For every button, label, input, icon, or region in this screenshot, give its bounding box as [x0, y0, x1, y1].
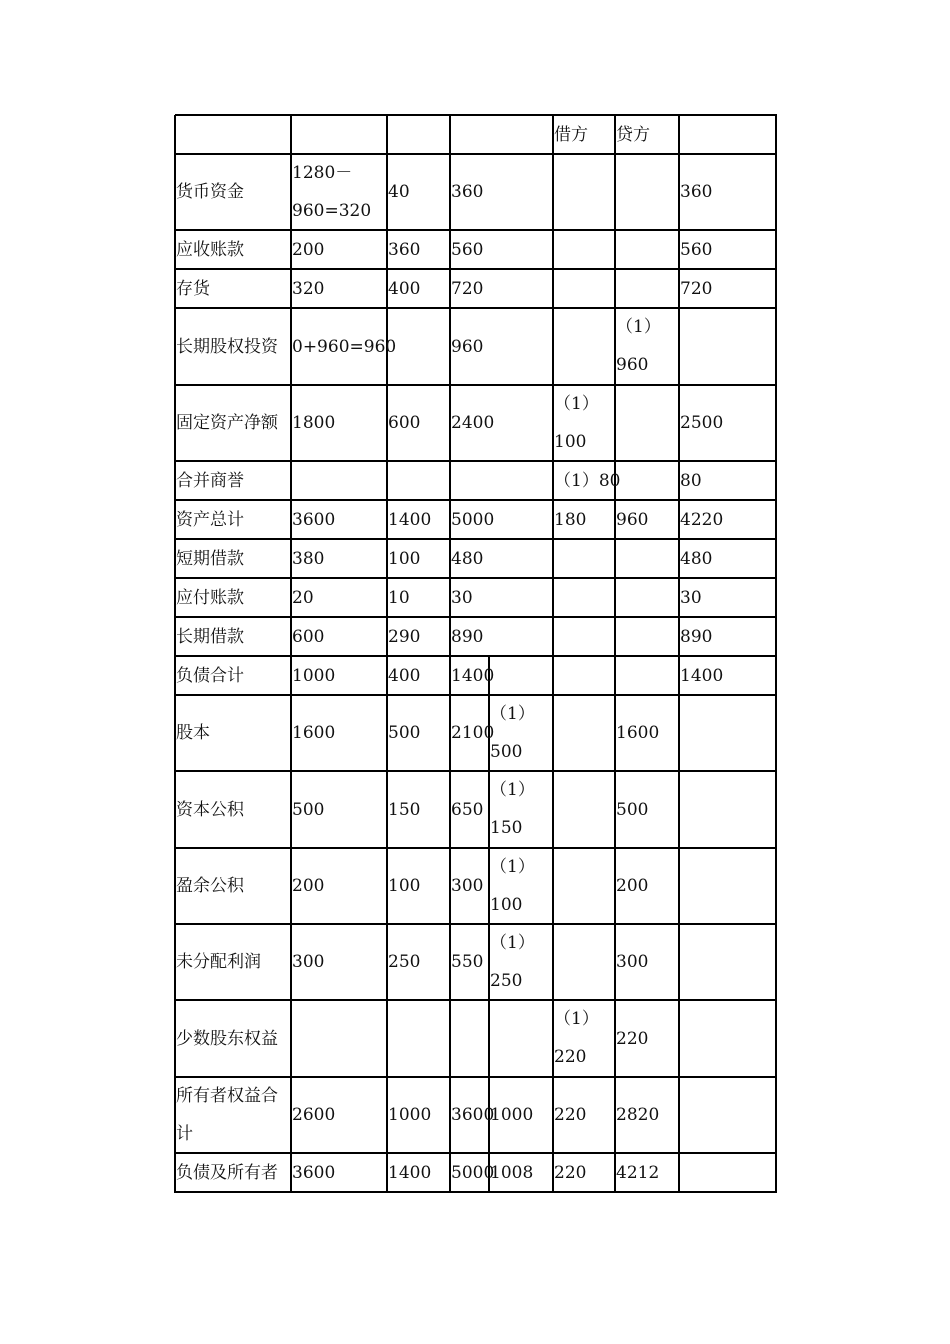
cell-credit: 2820 [616, 1105, 660, 1125]
cell-parent: 300 [292, 952, 325, 972]
cell-credit: （1） 960 [616, 317, 661, 375]
row-label: 长期借款 [176, 626, 244, 647]
cell-consolidated: 560 [680, 239, 713, 260]
cell-subsidiary: 500 [388, 723, 421, 743]
cell-combined: 3600 [451, 1105, 495, 1125]
cell-elim-debit: （1） 500 [490, 704, 535, 762]
row-border [175, 153, 777, 155]
cell-elim-debit: 1000 [490, 1105, 534, 1125]
cell-combined: 720 [451, 278, 484, 299]
cell-consolidated: 2500 [680, 413, 724, 433]
cell-parent: 200 [292, 239, 325, 260]
cell-elim-debit: （1） 250 [490, 933, 535, 991]
cell-debit: 220 [554, 1105, 587, 1125]
cell-parent: 380 [292, 548, 325, 569]
cell-credit: 500 [616, 799, 649, 820]
cell-credit: 1600 [616, 723, 660, 743]
cell-parent: 2600 [292, 1105, 336, 1125]
row-border [175, 114, 777, 116]
cell-credit: 220 [616, 1028, 649, 1049]
cell-parent: 600 [292, 626, 325, 647]
cell-combined: 2400 [451, 413, 495, 433]
row-label: 盈余公积 [176, 876, 244, 896]
row-label: 短期借款 [176, 548, 244, 569]
cell-debit: （1）80 [554, 470, 621, 491]
cell-subsidiary: 10 [388, 587, 410, 608]
cell-subsidiary: 400 [388, 278, 421, 299]
cell-elim-debit: （1） 100 [490, 857, 535, 915]
cell-consolidated: 1400 [680, 665, 724, 686]
row-label: 少数股东权益 [176, 1028, 278, 1049]
cell-subsidiary: 1400 [388, 509, 432, 530]
cell-elim-debit: 1008 [490, 1162, 534, 1183]
cell-credit: 300 [616, 952, 649, 972]
cell-debit: 180 [554, 509, 587, 530]
cell-subsidiary: 1400 [388, 1162, 432, 1183]
cell-combined: 30 [451, 587, 473, 608]
cell-subsidiary: 360 [388, 239, 421, 260]
cell-combined: 2100 [451, 723, 495, 743]
cell-debit: 220 [554, 1162, 587, 1183]
row-label: 长期股权投资 [176, 336, 278, 357]
row-label: 资产总计 [176, 509, 244, 530]
cell-parent: 3600 [292, 509, 336, 530]
row-label: 应付账款 [176, 587, 244, 608]
cell-consolidated: 480 [680, 548, 713, 569]
cell-credit: 4212 [616, 1162, 660, 1183]
row-label: 负债合计 [176, 665, 244, 686]
cell-consolidated: 890 [680, 626, 713, 647]
row-label: 所有者权益合 计 [176, 1086, 278, 1144]
row-label: 未分配利润 [176, 952, 261, 972]
row-label: 负债及所有者 [176, 1162, 278, 1183]
cell-consolidated: 720 [680, 278, 713, 299]
row-border [175, 384, 777, 386]
row-label: 资本公积 [176, 799, 244, 820]
cell-combined: 650 [451, 799, 484, 820]
cell-consolidated: 80 [680, 470, 702, 491]
cell-subsidiary: 100 [388, 876, 421, 896]
row-label: 存货 [176, 278, 210, 299]
cell-subsidiary: 600 [388, 413, 421, 433]
cell-combined: 300 [451, 876, 484, 896]
cell-parent: 3600 [292, 1162, 336, 1183]
row-label: 合并商誉 [176, 470, 244, 491]
cell-combined: 890 [451, 626, 484, 647]
cell-combined: 1400 [451, 665, 495, 686]
cell-credit: 200 [616, 876, 649, 896]
cell-combined: 5000 [451, 1162, 495, 1183]
cell-parent: 1280－ 960=320 [292, 163, 372, 221]
cell-combined: 560 [451, 239, 484, 260]
cell-parent: 0+960=960 [292, 336, 397, 357]
cell-combined: 360 [451, 182, 484, 202]
cell-consolidated: 4220 [680, 509, 724, 530]
cell-parent: 20 [292, 587, 314, 608]
cell-subsidiary: 400 [388, 665, 421, 686]
cell-debit: （1） 100 [554, 394, 599, 452]
column-border [775, 115, 777, 1193]
cell-consolidated: 30 [680, 587, 702, 608]
cell-credit: 960 [616, 509, 649, 530]
cell-subsidiary: 250 [388, 952, 421, 972]
row-label: 应收账款 [176, 239, 244, 260]
cell-parent: 500 [292, 799, 325, 820]
cell-parent: 1600 [292, 723, 336, 743]
cell-debit: （1） 220 [554, 1009, 599, 1067]
cell-combined: 5000 [451, 509, 495, 530]
cell-subsidiary: 100 [388, 548, 421, 569]
cell-combined: 550 [451, 952, 484, 972]
cell-combined: 480 [451, 548, 484, 569]
row-label: 固定资产净额 [176, 413, 278, 433]
cell-parent: 200 [292, 876, 325, 896]
header-credit: 贷方 [616, 124, 650, 145]
row-label: 货币资金 [176, 182, 244, 202]
row-border [175, 923, 777, 925]
cell-parent: 1000 [292, 665, 336, 686]
cell-parent: 1800 [292, 413, 336, 433]
cell-subsidiary: 40 [388, 182, 410, 202]
header-debit: 借方 [554, 124, 588, 145]
row-border [175, 847, 777, 849]
cell-subsidiary: 1000 [388, 1105, 432, 1125]
row-label: 股本 [176, 723, 210, 743]
row-border [175, 999, 777, 1001]
cell-elim-debit: （1） 150 [490, 780, 535, 838]
cell-combined: 960 [451, 336, 484, 357]
cell-parent: 320 [292, 278, 325, 299]
cell-subsidiary: 290 [388, 626, 421, 647]
cell-consolidated: 360 [680, 182, 713, 202]
cell-subsidiary: 150 [388, 799, 421, 820]
row-border [175, 770, 777, 772]
